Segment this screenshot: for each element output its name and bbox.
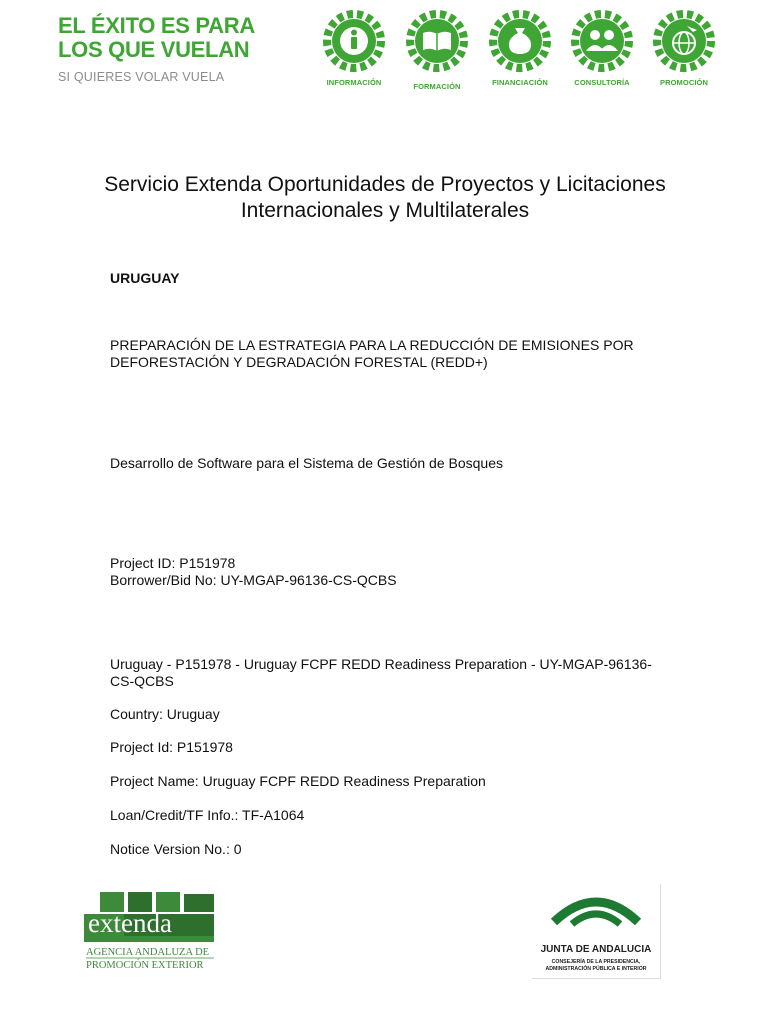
service-formacion[interactable]: [397, 8, 477, 91]
project-heading: PREPARACIÓN DE LA ESTRATEGIA PARA LA REDUCCIÓN DE EMISIONES POR DEFORESTACIÓN Y DEGRADACIÓN FORESTAL (REDD+): [110, 337, 634, 370]
document-title: Servicio Extenda Oportunidades de Proyectos y Licitaciones Internacionales y Multilaterales: [104, 173, 666, 222]
slogan-line-1: EL ÉXITO ES PARA: [58, 13, 255, 38]
service-label: FINANCIACIÓN: [492, 78, 548, 87]
service-promocion[interactable]: [644, 8, 724, 87]
slogan: [58, 14, 298, 62]
slogan-line-2: LOS QUE VUELAN: [58, 37, 250, 62]
service-label: PROMOCIÓN: [660, 78, 708, 87]
country-line: Country: Uruguay: [110, 706, 220, 722]
subject-line: Desarrollo de Software para el Sistema de Gestión de Bosques: [110, 455, 503, 471]
service-label: INFORMACIÓN: [326, 78, 382, 87]
service-label: FORMACIÓN: [413, 82, 461, 91]
globe-plane-icon: [651, 8, 717, 74]
notice-version-line: Notice Version No.: 0: [110, 841, 242, 857]
service-consultoria[interactable]: [562, 8, 642, 87]
project-name-line: Project Name: Uruguay FCPF REDD Readiness Preparation: [110, 773, 486, 789]
extenda-sub-2: PROMOCIÓN EXTERIOR: [86, 960, 204, 971]
summary-line: Uruguay - P151978 - Uruguay FCPF REDD Readiness Preparation - UY-MGAP-96136-CS-QCBS: [110, 656, 652, 689]
people-icon: [569, 8, 635, 74]
junta-sub-1: CONSEJERÍA DE LA PRESIDENCIA,: [551, 959, 641, 965]
bid-number-line: Borrower/Bid No: UY-MGAP-96136-CS-QCBS: [110, 572, 397, 588]
book-icon: [404, 8, 470, 74]
extenda-logo: [84, 892, 220, 972]
extenda-wordmark: extenda: [88, 908, 172, 938]
info-icon: [321, 8, 387, 74]
service-informacion[interactable]: [314, 8, 394, 87]
extenda-sub-1: AGENCIA ANDALUZA DE: [86, 947, 210, 958]
project-id-line: Project ID: P151978: [110, 555, 236, 571]
junta-name: JUNTA DE ANDALUCIA: [540, 944, 652, 955]
money-bag-icon: [487, 8, 553, 74]
junta-sub-2: ADMINISTRACIÓN PÚBLICA E INTERIOR: [545, 966, 647, 972]
junta-andalucia-logo: [532, 884, 661, 979]
service-financiacion[interactable]: [480, 8, 560, 87]
country-heading: URUGUAY: [110, 270, 180, 286]
project-id-line-2: Project Id: P151978: [110, 739, 233, 755]
service-label: CONSULTORÍA: [574, 78, 630, 87]
slogan-subtitle: SI QUIERES VOLAR VUELA: [58, 70, 225, 84]
loan-info-line: Loan/Credit/TF Info.: TF-A1064: [110, 807, 305, 823]
header-banner: [44, 8, 730, 98]
